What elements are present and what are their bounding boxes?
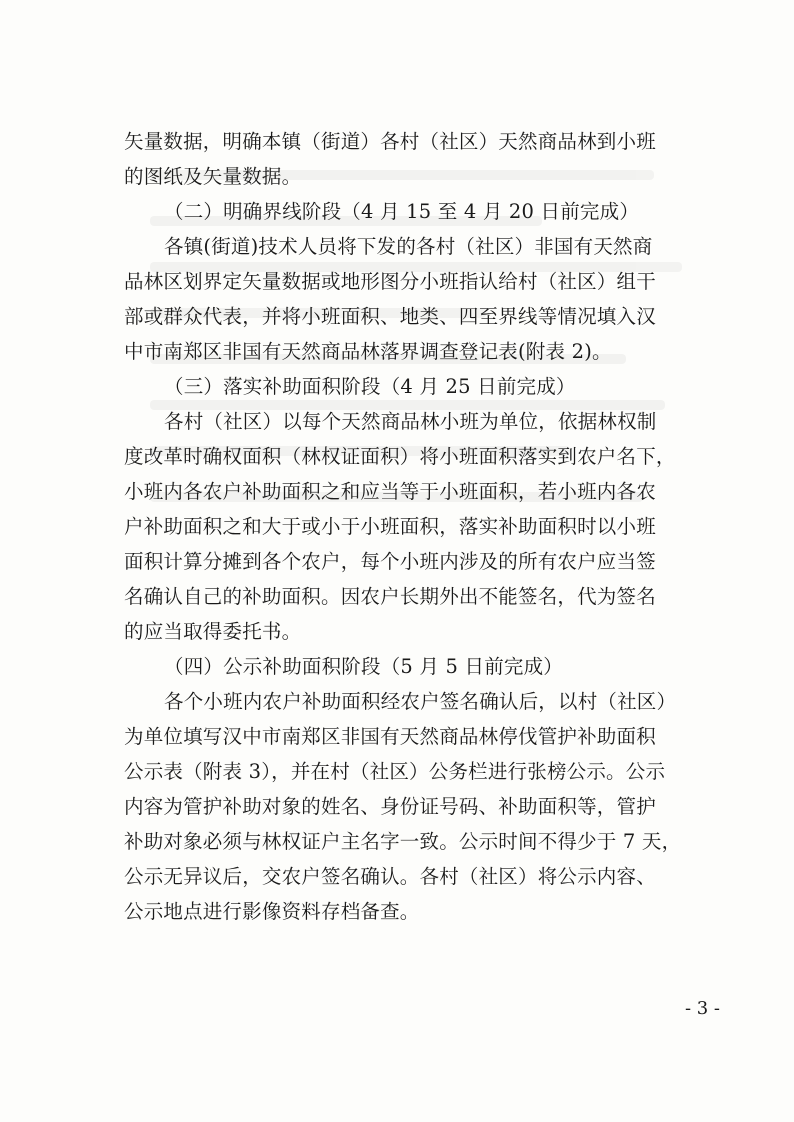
- page-number: - 3 -: [684, 998, 720, 1019]
- text-line: 的图纸及矢量数据。: [124, 165, 302, 188]
- text-line: 品林区划界定矢量数据或地形图分小班指认给村（社区）组干: [124, 270, 656, 293]
- section-heading-2: （二）明确界线阶段（4 月 15 至 4 月 20 日前完成）: [164, 200, 640, 223]
- body-text: [124, 124, 714, 929]
- text-line: 公示无异议后，交农户签名确认。各村（社区）将公示内容、: [124, 865, 656, 888]
- text-line: 公示地点进行影像资料存档备查。: [124, 900, 420, 923]
- text-line: 小班内各农户补助面积之和应当等于小班面积，若小班内各农: [124, 480, 656, 503]
- text-line: 名确认自己的补助面积。因农户长期外出不能签名，代为签名: [124, 585, 656, 608]
- text-line: 各个小班内农户补助面积经农户签名确认后，以村（社区）: [164, 690, 677, 713]
- text-line: 各村（社区）以每个天然商品林小班为单位，依据林权制: [164, 410, 657, 433]
- text-line: 各镇(街道)技术人员将下发的各村（社区）非国有天然商: [164, 235, 653, 258]
- text-line: 内容为管护补助对象的姓名、身份证号码、补助面积等，管护: [124, 795, 656, 818]
- text-line: 矢量数据，明确本镇（街道）各村（社区）天然商品林到小班: [124, 130, 656, 153]
- text-line: 度改革时确权面积（林权证面积）将小班面积落实到农户名下，: [124, 445, 676, 468]
- text-line: 补助对象必须与林权证户主名字一致。公示时间不得少于 7 天，: [124, 830, 682, 853]
- section-heading-4: （四）公示补助面积阶段（5 月 5 日前完成）: [164, 655, 564, 678]
- text-line: 为单位填写汉中市南郑区非国有天然商品林停伐管护补助面积: [124, 725, 656, 748]
- text-line: 中市南郑区非国有天然商品林落界调查登记表(附表 2)。: [124, 340, 612, 363]
- text-line: 部或群众代表，并将小班面积、地类、四至界线等情况填入汉: [124, 305, 656, 328]
- text-line: 的应当取得委托书。: [124, 620, 302, 643]
- section-heading-3: （三）落实补助面积阶段（4 月 25 日前完成）: [164, 375, 576, 398]
- text-line: 面积计算分摊到各个农户，每个小班内涉及的所有农户应当签: [124, 550, 656, 573]
- text-line: 公示表（附表 3），并在村（社区）公务栏进行张榜公示。公示: [124, 760, 666, 783]
- text-line: 户补助面积之和大于或小于小班面积，落实补助面积时以小班: [124, 515, 656, 538]
